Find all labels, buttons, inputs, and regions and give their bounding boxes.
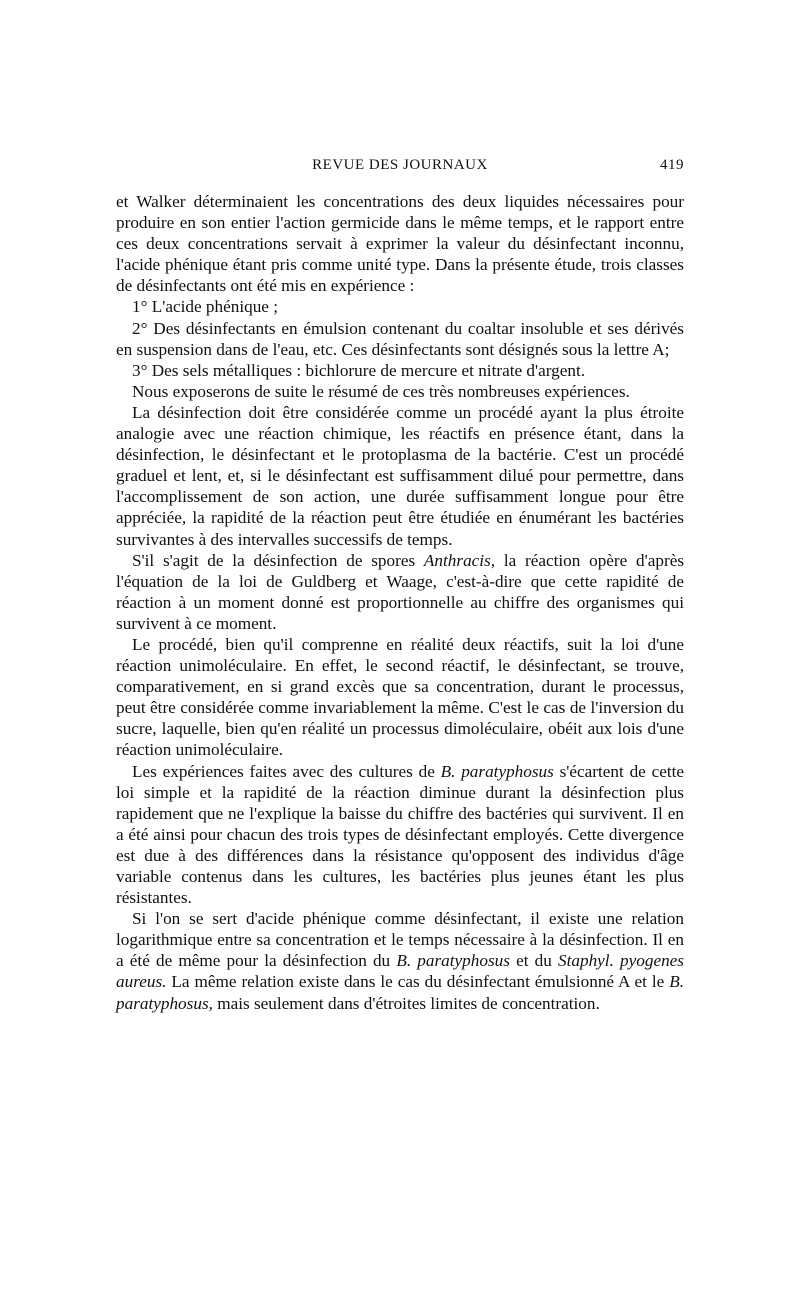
paragraph — [116, 634, 684, 761]
paragraph — [116, 402, 684, 550]
paragraph-text: Nous exposerons de suite le résumé de ces très nombreuses expériences. — [132, 381, 630, 401]
paragraph-text: et du — [509, 951, 559, 971]
body-text — [116, 191, 684, 1014]
page-number: 419 — [660, 157, 684, 173]
paragraph-text: La désinfection doit être considérée comme un procédé ayant la plus étroite analogie avec une réaction chimique, les réactifs en présence étant, dans la désinfection, le désinfectant et le protoplasma de la bactérie. C'est un procédé graduel et lent, et, si le désinfectant est suffisamment dilué pour permettre, dans l'accomplissement de son action, une durée suffisamment longue pour être appréciée, la rapidité de la réaction peut être étudiée en énumérant les bactéries survivantes à des intervalles successifs de temps. — [116, 402, 684, 549]
paragraph-text: S'il s'agit de la désinfection de spores — [132, 550, 424, 570]
paragraph-text: Le procédé, bien qu'il comprenne en réalité deux réactifs, suit la loi d'une réaction unimoléculaire. En effet, le second réactif, le désinfectant, se trouve, comparativement, en si grand excès que sa concentration, durant le processus, peut être considérée comme invariablement la même. C'est le cas de l'inversion du sucre, laquelle, bien qu'en réalité un processus dimoléculaire, obéit aux lois d'une réaction unimoléculaire. — [116, 634, 684, 760]
journal-section-title: REVUE DES JOURNAUX — [312, 157, 488, 173]
paragraph-text: Les expériences faites avec des cultures de — [132, 761, 441, 781]
running-head — [116, 157, 684, 183]
species-name: B. paratyphosus — [396, 951, 510, 971]
paragraph-text: Si l'on se sert d'acide phénique comme désinfectant, il existe une relation logarithmique entre sa concentration et le temps nécessaire à la désinfection. Il en a été de même pour la désinfection du — [116, 909, 684, 971]
paragraph — [116, 550, 684, 634]
species-name: B. paratyphosus — [440, 761, 554, 781]
paragraph-text: 2° Des désinfectants en émulsion contenant du coaltar insoluble et ses dérivés en suspension dans de l'eau, etc. Ces désinfectants sont désignés sous la lettre A; — [116, 318, 684, 359]
list-item-metallic-salts — [116, 360, 684, 381]
paragraph-text: et Walker déterminaient les concentrations des deux liquides nécessaires pour produire en son entier l'action germicide dans le même temps, et le rapport entre ces deux concentrations servait à exprimer la valeur du désinfectant inconnu, l'acide phénique étant pris comme unité type. Dans la présente étude, trois classes de désinfectants ont été mis en expérience : — [116, 192, 684, 296]
species-name: Anthracis, — [423, 550, 496, 570]
paragraph-text: s'écartent de cette loi simple et la rapidité de la réaction diminue durant la désinfection plus rapidement que ne l'explique la baisse du chiffre des bactéries qui survivent. Il en a été ainsi pour chacun des trois types de désinfectant employés. Cette divergence est due à des différences dans la résistance qu'opposent des individus d'âge variable contenus dans les cultures, les bactéries plus jeunes étant les plus résistantes. — [116, 761, 685, 908]
paragraph-text: la réaction opère d'après l'équation de la loi de Guldberg et Waage, c'est-à-dire que cette rapidité de réaction à un moment donné est proportionnelle au chiffre des organismes qui survivent à ce moment. — [116, 550, 685, 633]
document-page — [116, 157, 684, 1014]
paragraph-text: mais seulement dans d'étroites limites de concentration. — [212, 993, 600, 1013]
paragraph — [116, 381, 684, 402]
paragraph-text: La même relation existe dans le cas du désinfectant émulsionné A et le — [166, 972, 670, 992]
species-name: Staphyl. pyogenes aureus. — [116, 951, 685, 992]
list-item-phenic-acid — [116, 296, 684, 317]
paragraph-continuation — [116, 191, 684, 296]
paragraph-text: 3° Des sels métalliques : bichlorure de mercure et nitrate d'argent. — [132, 360, 586, 380]
paragraph — [116, 908, 684, 1013]
paragraph-text: 1° L'acide phénique ; — [132, 297, 278, 317]
list-item-emulsion-disinfectants — [116, 318, 684, 360]
paragraph — [116, 761, 684, 909]
species-name: B. paratyphosus, — [116, 972, 684, 1013]
